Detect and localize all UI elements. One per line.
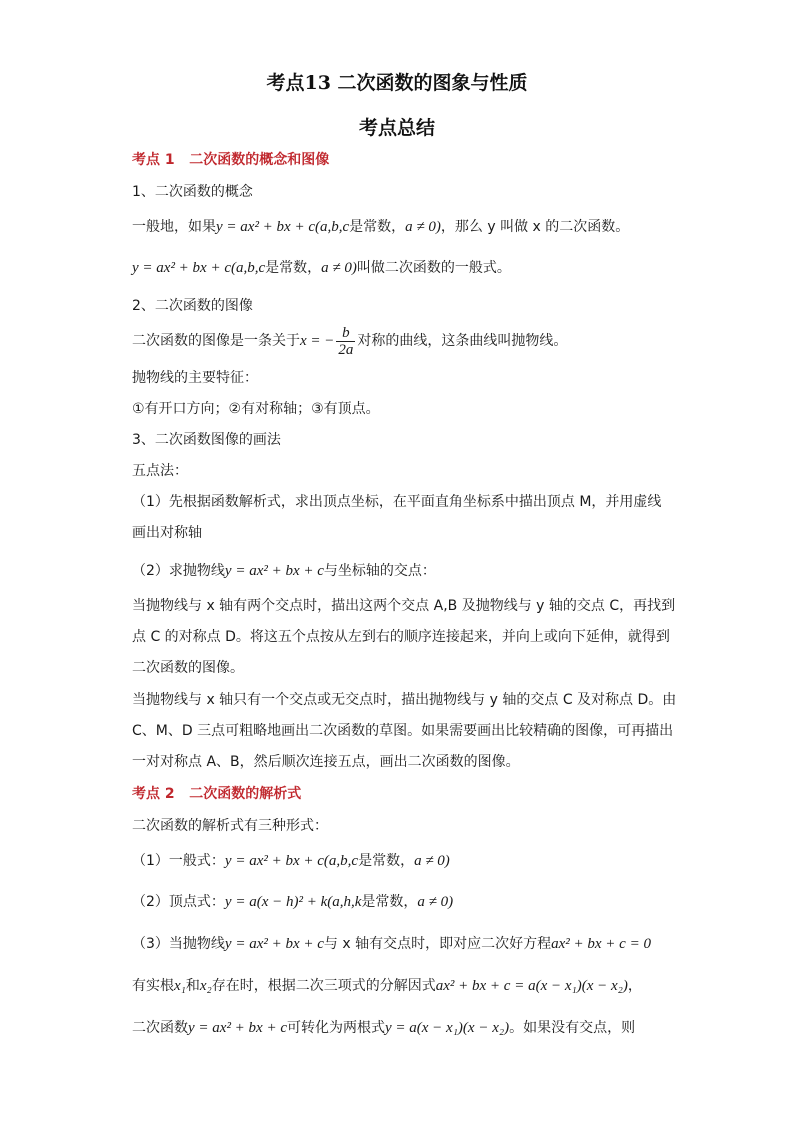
- section2-heading: [132, 784, 672, 804]
- form-general: （1）一般式：y = ax² + bx + c(a,b,c是常数，a ≠ 0): [132, 853, 450, 869]
- section2-title: 二次函数的解析式: [189, 786, 302, 802]
- general-form-definition: y = ax² + bx + c(a,b,c是常数，a ≠ 0)叫做二次函数的一般式。: [132, 260, 511, 276]
- form-roots-line2: 有实根x₁和x₂存在时，根据二次三项式的分解因式ax² + bx + c = a(x − x₁)(x − x₂)，: [132, 978, 642, 994]
- page-title: 考点13 二次函数的图象与性质: [266, 72, 528, 94]
- step2: （2）求抛物线y = ax² + bx + c与坐标轴的交点：: [132, 563, 436, 579]
- section1-title: 二次函数的概念和图像: [189, 152, 330, 168]
- section2-number: 考点 2: [132, 786, 175, 802]
- para1-line1: 当抛物线与 x 轴有两个交点时，描出这两个交点 A,B 及抛物线与 y 轴的交点 C，再找到: [132, 598, 676, 614]
- subheading-drawing: 3、二次函数图像的画法: [132, 432, 281, 448]
- para2-line3: 一对对称点 A、B，然后顺次连接五点，画出二次函数的图像。: [132, 754, 520, 770]
- concept-definition: 一般地，如果y = ax² + bx + c(a,b,c是常数，a ≠ 0)，那么 y 叫做 x 的二次函数。: [132, 219, 630, 235]
- section1-number: 考点 1: [132, 152, 175, 168]
- para1-line3: 二次函数的图像。: [132, 660, 244, 676]
- fraction-b-over-2a: $\frac{b}{2a}$: [338, 324, 354, 358]
- para2-line1: 当抛物线与 x 轴只有一个交点或无交点时，描出抛物线与 y 轴的交点 C 及对称点 D。由: [132, 692, 677, 708]
- page-subtitle: 考点总结: [358, 117, 435, 139]
- feature-list: ①有开口方向；②有对称轴；③有顶点。: [132, 401, 380, 417]
- para1-line2: 点 C 的对称点 D。将这五个点按从左到右的顺序连接起来，并向上或向下延伸，就得到: [132, 629, 670, 645]
- step1-line2: 画出对称轴: [132, 525, 202, 541]
- step1-line1: （1）先根据函数解析式，求出顶点坐标，在平面直角坐标系中描出顶点 M，并用虚线: [132, 494, 662, 510]
- subheading-concept: 1、二次函数的概念: [132, 184, 253, 200]
- subheading-graph: 2、二次函数的图像: [132, 298, 253, 314]
- para2-line2: C、M、D 三点可粗略地画出二次函数的草图。如果需要画出比较精确的图像，可再描出: [132, 723, 674, 739]
- graph-symmetry: 二次函数的图像是一条关于x = − $\frac{b}{2a}$ 对称的曲线，这条曲线叫抛物线。: [132, 324, 568, 358]
- form-roots-line3: 二次函数y = ax² + bx + c可转化为两根式y = a(x − x₁)(x − x₂)。如果没有交点，则: [132, 1020, 636, 1036]
- form-vertex: （2）顶点式：y = a(x − h)² + k(a,h,k是常数，a ≠ 0): [132, 894, 454, 910]
- feature-title: 抛物线的主要特征：: [132, 370, 258, 386]
- section1-heading: [132, 150, 672, 170]
- five-point-method: 五点法：: [132, 463, 188, 479]
- form-roots-line1: （3）当抛物线y = ax² + bx + c与 x 轴有交点时，即对应二次好方程ax² + bx + c = 0: [132, 936, 651, 952]
- forms-intro: 二次函数的解析式有三种形式：: [132, 818, 328, 834]
